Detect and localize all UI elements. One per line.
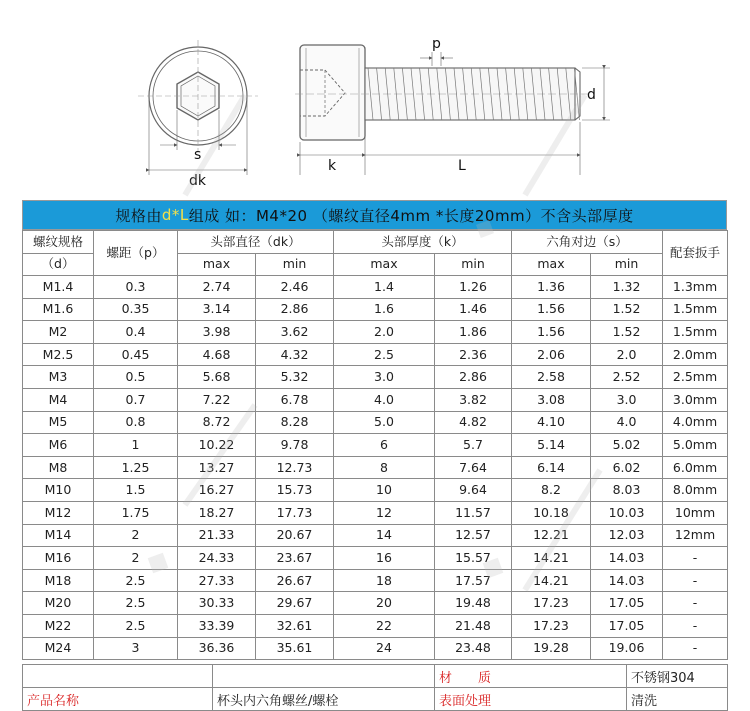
- cell-k-min: 17.57: [435, 569, 512, 592]
- cell-wrench: -: [663, 592, 728, 615]
- cell-spec: M5: [23, 411, 94, 434]
- col-k-min: min: [435, 253, 512, 276]
- cell-pitch: 0.7: [94, 388, 178, 411]
- label-L: L: [458, 158, 466, 174]
- cell-s-max: 2.58: [512, 366, 591, 389]
- cell-wrench: 8.0mm: [663, 479, 728, 502]
- cell-s-min: 12.03: [591, 524, 663, 547]
- cell-s-min: 10.03: [591, 501, 663, 524]
- cell-s-min: 8.03: [591, 479, 663, 502]
- cell-pitch: 2.5: [94, 592, 178, 615]
- cell-k-min: 5.7: [435, 434, 512, 457]
- cell-dk-max: 16.27: [178, 479, 256, 502]
- cell-k-min: 21.48: [435, 614, 512, 637]
- cell-k-min: 23.48: [435, 637, 512, 660]
- cell-k-max: 24: [334, 637, 435, 660]
- cell-spec: M2: [23, 321, 94, 344]
- material-value: 不锈钢304: [627, 665, 728, 688]
- cell-dk-min: 3.62: [256, 321, 334, 344]
- cell-s-min: 17.05: [591, 614, 663, 637]
- cell-dk-min: 6.78: [256, 388, 334, 411]
- cell-s-max: 14.21: [512, 569, 591, 592]
- cell-k-min: 1.46: [435, 298, 512, 321]
- label-d: d: [587, 87, 596, 103]
- cell-k-min: 4.82: [435, 411, 512, 434]
- cell-dk-max: 33.39: [178, 614, 256, 637]
- info-empty-1: [23, 665, 213, 688]
- cell-dk-min: 17.73: [256, 501, 334, 524]
- cell-pitch: 3: [94, 637, 178, 660]
- cell-s-max: 1.36: [512, 276, 591, 299]
- cell-k-max: 20: [334, 592, 435, 615]
- cell-s-max: 10.18: [512, 501, 591, 524]
- cell-dk-max: 18.27: [178, 501, 256, 524]
- cell-dk-min: 35.61: [256, 637, 334, 660]
- cell-spec: M8: [23, 456, 94, 479]
- cell-s-min: 19.06: [591, 637, 663, 660]
- cell-s-max: 5.14: [512, 434, 591, 457]
- table-row: [23, 343, 728, 366]
- cell-k-max: 10: [334, 479, 435, 502]
- cell-dk-min: 12.73: [256, 456, 334, 479]
- cell-spec: M4: [23, 388, 94, 411]
- cell-k-max: 1.6: [334, 298, 435, 321]
- cell-k-min: 9.64: [435, 479, 512, 502]
- col-s: 六角对边（s）: [512, 231, 663, 254]
- cell-spec: M10: [23, 479, 94, 502]
- info-row-name: [23, 688, 728, 711]
- cell-spec: M12: [23, 501, 94, 524]
- table-row: [23, 298, 728, 321]
- cell-pitch: 0.5: [94, 366, 178, 389]
- cell-dk-min: 23.67: [256, 547, 334, 570]
- cell-s-min: 1.52: [591, 321, 663, 344]
- cell-pitch: 0.8: [94, 411, 178, 434]
- cell-dk-min: 32.61: [256, 614, 334, 637]
- cell-k-max: 6: [334, 434, 435, 457]
- cell-wrench: 3.0mm: [663, 388, 728, 411]
- col-k: 头部厚度（k）: [334, 231, 512, 254]
- cell-dk-max: 36.36: [178, 637, 256, 660]
- cell-k-max: 14: [334, 524, 435, 547]
- cell-spec: M16: [23, 547, 94, 570]
- product-info-table: [22, 664, 728, 711]
- cell-dk-max: 2.74: [178, 276, 256, 299]
- cell-s-min: 4.0: [591, 411, 663, 434]
- cell-s-max: 1.56: [512, 321, 591, 344]
- table-row: [23, 592, 728, 615]
- cell-k-min: 1.86: [435, 321, 512, 344]
- cell-s-min: 1.52: [591, 298, 663, 321]
- cell-k-max: 16: [334, 547, 435, 570]
- cell-dk-max: 27.33: [178, 569, 256, 592]
- cell-k-max: 12: [334, 501, 435, 524]
- table-row: [23, 547, 728, 570]
- cell-s-min: 2.52: [591, 366, 663, 389]
- cell-spec: M22: [23, 614, 94, 637]
- cell-wrench: 1.5mm: [663, 321, 728, 344]
- cell-dk-min: 2.86: [256, 298, 334, 321]
- bolt-diagram: [0, 0, 750, 200]
- cell-dk-max: 24.33: [178, 547, 256, 570]
- cell-k-min: 2.36: [435, 343, 512, 366]
- banner-prefix: 规格由: [115, 206, 162, 225]
- cell-s-max: 19.28: [512, 637, 591, 660]
- cell-pitch: 2: [94, 547, 178, 570]
- info-empty-2: [213, 665, 435, 688]
- col-dk-max: max: [178, 253, 256, 276]
- name-label: 产品名称: [23, 688, 213, 711]
- cell-k-min: 11.57: [435, 501, 512, 524]
- col-pitch: 螺距（p）: [94, 231, 178, 276]
- cell-k-max: 18: [334, 569, 435, 592]
- table-row: [23, 637, 728, 660]
- surface-label: 表面处理: [435, 688, 627, 711]
- table-row: [23, 479, 728, 502]
- cell-s-max: 14.21: [512, 547, 591, 570]
- table-row: [23, 388, 728, 411]
- name-value: 杯头内六角螺丝/螺栓: [213, 688, 435, 711]
- label-dk: dk: [189, 173, 206, 189]
- cell-s-max: 6.14: [512, 456, 591, 479]
- cell-wrench: -: [663, 547, 728, 570]
- cell-wrench: -: [663, 614, 728, 637]
- cell-k-max: 1.4: [334, 276, 435, 299]
- cell-wrench: 1.3mm: [663, 276, 728, 299]
- table-row: [23, 321, 728, 344]
- cell-dk-min: 26.67: [256, 569, 334, 592]
- col-k-max: max: [334, 253, 435, 276]
- cell-dk-min: 4.32: [256, 343, 334, 366]
- cell-pitch: 2: [94, 524, 178, 547]
- cell-k-min: 7.64: [435, 456, 512, 479]
- material-label: 材 质: [435, 665, 627, 688]
- cell-pitch: 0.35: [94, 298, 178, 321]
- cell-pitch: 0.45: [94, 343, 178, 366]
- cell-s-max: 17.23: [512, 592, 591, 615]
- cell-dk-max: 30.33: [178, 592, 256, 615]
- cell-pitch: 1.5: [94, 479, 178, 502]
- table-row: [23, 411, 728, 434]
- cell-wrench: 12mm: [663, 524, 728, 547]
- cell-pitch: 2.5: [94, 614, 178, 637]
- cell-dk-min: 9.78: [256, 434, 334, 457]
- cell-k-max: 3.0: [334, 366, 435, 389]
- cell-dk-max: 21.33: [178, 524, 256, 547]
- cell-wrench: 10mm: [663, 501, 728, 524]
- cell-k-max: 22: [334, 614, 435, 637]
- table-row: [23, 569, 728, 592]
- table-row: [23, 434, 728, 457]
- cell-wrench: -: [663, 637, 728, 660]
- cell-wrench: 2.5mm: [663, 366, 728, 389]
- cell-dk-max: 7.22: [178, 388, 256, 411]
- cell-spec: M1.6: [23, 298, 94, 321]
- cell-s-max: 4.10: [512, 411, 591, 434]
- table-row: [23, 501, 728, 524]
- cell-wrench: 6.0mm: [663, 456, 728, 479]
- cell-pitch: 1.75: [94, 501, 178, 524]
- cell-k-max: 8: [334, 456, 435, 479]
- cell-pitch: 1: [94, 434, 178, 457]
- cell-dk-max: 3.98: [178, 321, 256, 344]
- col-s-min: min: [591, 253, 663, 276]
- cell-dk-min: 15.73: [256, 479, 334, 502]
- cell-dk-min: 5.32: [256, 366, 334, 389]
- cell-k-max: 2.5: [334, 343, 435, 366]
- label-p: p: [432, 36, 441, 52]
- table-row: [23, 456, 728, 479]
- cell-wrench: 1.5mm: [663, 298, 728, 321]
- spec-banner: [22, 200, 727, 230]
- col-s-max: max: [512, 253, 591, 276]
- cell-s-min: 14.03: [591, 569, 663, 592]
- cell-s-min: 2.0: [591, 343, 663, 366]
- table-row: [23, 366, 728, 389]
- cell-s-min: 1.32: [591, 276, 663, 299]
- cell-s-min: 14.03: [591, 547, 663, 570]
- label-s: s: [194, 147, 202, 163]
- spec-table-body: [23, 276, 728, 660]
- cell-spec: M20: [23, 592, 94, 615]
- cell-s-max: 17.23: [512, 614, 591, 637]
- col-dk: 头部直径（dk）: [178, 231, 334, 254]
- cell-s-max: 8.2: [512, 479, 591, 502]
- cell-wrench: -: [663, 569, 728, 592]
- cell-k-min: 12.57: [435, 524, 512, 547]
- cell-spec: M24: [23, 637, 94, 660]
- cell-wrench: 4.0mm: [663, 411, 728, 434]
- cell-spec: M3: [23, 366, 94, 389]
- cell-pitch: 0.3: [94, 276, 178, 299]
- cell-k-min: 19.48: [435, 592, 512, 615]
- cell-k-max: 2.0: [334, 321, 435, 344]
- cell-dk-min: 8.28: [256, 411, 334, 434]
- col-spec: 螺纹规格: [23, 231, 94, 254]
- cell-spec: M1.4: [23, 276, 94, 299]
- banner-highlight: d*L: [161, 206, 189, 224]
- cell-dk-max: 4.68: [178, 343, 256, 366]
- col-wrench: 配套扳手: [663, 231, 728, 276]
- cell-s-min: 5.02: [591, 434, 663, 457]
- cell-dk-max: 5.68: [178, 366, 256, 389]
- cell-pitch: 0.4: [94, 321, 178, 344]
- cell-s-min: 17.05: [591, 592, 663, 615]
- cell-k-min: 15.57: [435, 547, 512, 570]
- cell-k-min: 3.82: [435, 388, 512, 411]
- table-row: [23, 614, 728, 637]
- cell-k-max: 5.0: [334, 411, 435, 434]
- cell-s-min: 6.02: [591, 456, 663, 479]
- cell-pitch: 1.25: [94, 456, 178, 479]
- cell-dk-max: 13.27: [178, 456, 256, 479]
- cell-wrench: 2.0mm: [663, 343, 728, 366]
- table-row: [23, 524, 728, 547]
- cell-dk-max: 3.14: [178, 298, 256, 321]
- cell-dk-min: 20.67: [256, 524, 334, 547]
- cell-s-max: 2.06: [512, 343, 591, 366]
- spec-table: [22, 230, 728, 660]
- cell-dk-max: 8.72: [178, 411, 256, 434]
- cell-dk-min: 2.46: [256, 276, 334, 299]
- surface-value: 清洗: [627, 688, 728, 711]
- cell-spec: M6: [23, 434, 94, 457]
- cell-k-min: 1.26: [435, 276, 512, 299]
- cell-s-min: 3.0: [591, 388, 663, 411]
- cell-dk-min: 29.67: [256, 592, 334, 615]
- cell-spec: M14: [23, 524, 94, 547]
- cell-wrench: 5.0mm: [663, 434, 728, 457]
- col-dk-min: min: [256, 253, 334, 276]
- bolt-side-view: [295, 45, 610, 175]
- col-spec-d: （d）: [23, 253, 94, 276]
- cell-k-max: 4.0: [334, 388, 435, 411]
- cell-pitch: 2.5: [94, 569, 178, 592]
- cell-spec: M18: [23, 569, 94, 592]
- banner-suffix: 组成 如：M4*20 （螺纹直径4mm *长度20mm）不含头部厚度: [188, 206, 634, 225]
- cell-dk-max: 10.22: [178, 434, 256, 457]
- header-row-1: [23, 231, 728, 254]
- cell-s-max: 12.21: [512, 524, 591, 547]
- label-k: k: [328, 158, 337, 174]
- cell-s-max: 3.08: [512, 388, 591, 411]
- info-row-material: [23, 665, 728, 688]
- cell-spec: M2.5: [23, 343, 94, 366]
- table-row: [23, 276, 728, 299]
- cell-k-min: 2.86: [435, 366, 512, 389]
- cell-s-max: 1.56: [512, 298, 591, 321]
